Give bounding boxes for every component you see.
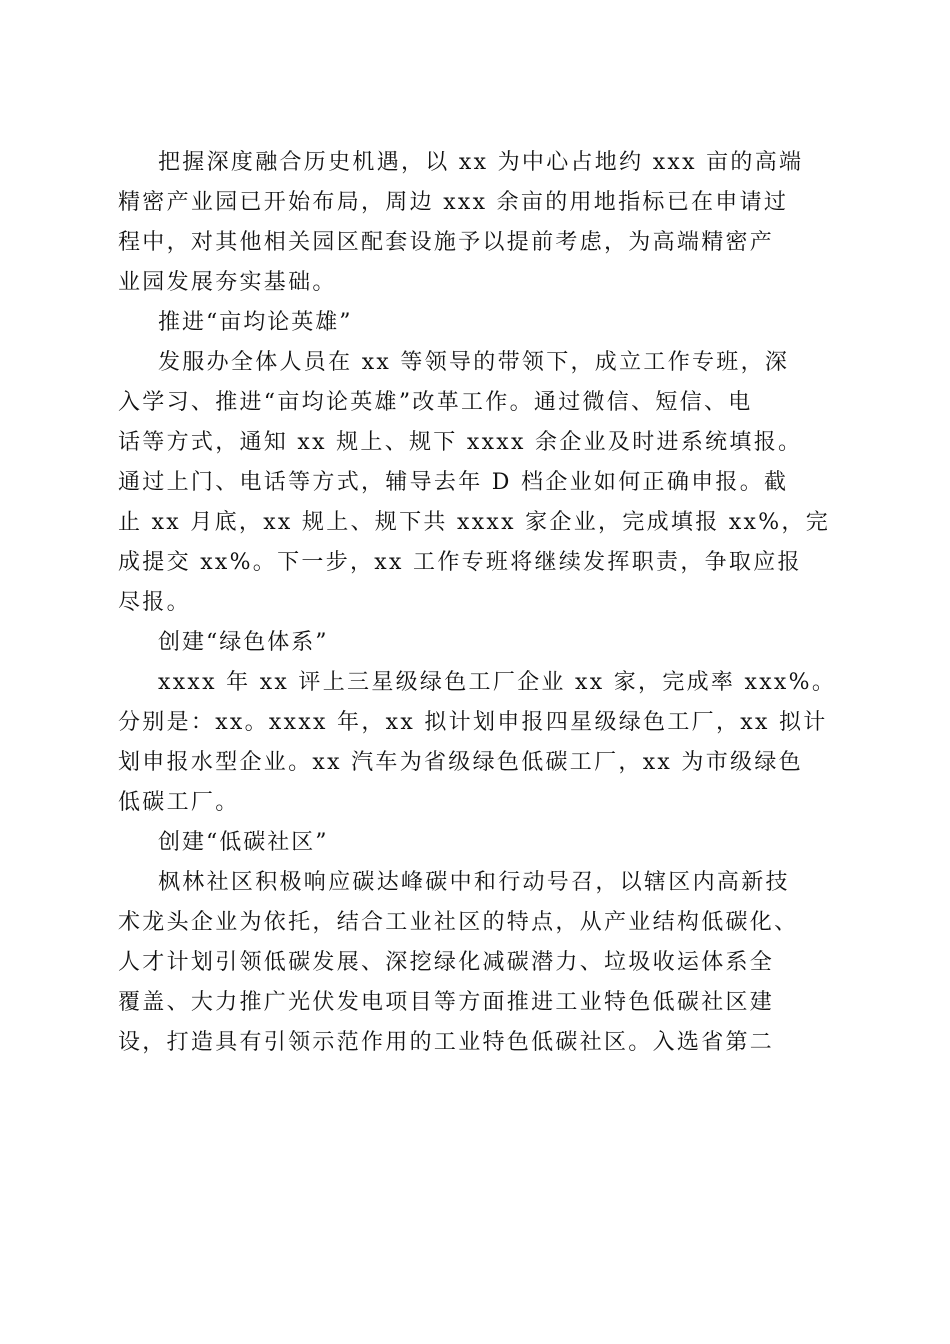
- paragraph-2-line-1: 发服办全体人员在 xx 等领导的带领下，成立工作专班，深: [158, 350, 790, 375]
- paragraph-4-line-3: 人才计划引领低碳发展、深挖绿化减碳潜力、垃圾收运体系全: [118, 950, 775, 975]
- document-page: [118, 143, 837, 1063]
- paragraph-2-line-6: 成提交 xx%。下一步，xx 工作专班将继续发挥职责，争取应报: [118, 550, 802, 575]
- paragraph-3-line-4: 低碳工厂。: [118, 790, 240, 815]
- section-heading-low-carbon-community: 创建“低碳社区”: [158, 830, 329, 855]
- paragraph-4-line-4: 覆盖、大力推广光伏发电项目等方面推进工业特色低碳社区建: [118, 990, 775, 1015]
- paragraph-1-line-2: 精密产业园已开始布局，周边 xxx 余亩的用地指标已在申请过: [118, 190, 789, 215]
- paragraph-1-line-1: 把握深度融合历史机遇，以 xx 为中心占地约 xxx 亩的高端: [158, 150, 804, 175]
- paragraph-2-line-2: 入学习、推进“亩均论英雄”改革工作。通过微信、短信、电: [118, 390, 753, 415]
- paragraph-3-line-1: xxxx 年 xx 评上三星级绿色工厂企业 xx 家，完成率 xxx%。: [158, 670, 837, 695]
- paragraph-2-line-7: 尽报。: [118, 590, 191, 615]
- paragraph-4-line-5: 设，打造具有引领示范作用的工业特色低碳社区。入选省第二: [118, 1030, 775, 1055]
- paragraph-4-line-1: 枫林社区积极响应碳达峰碳中和行动号召，以辖区内高新技: [158, 870, 790, 895]
- section-heading-mu-jun: 推进“亩均论英雄”: [158, 310, 353, 335]
- paragraph-3-line-2: 分别是：xx。xxxx 年，xx 拟计划申报四星级绿色工厂，xx 拟计: [118, 710, 828, 735]
- paragraph-1-line-3: 程中，对其他相关园区配套设施予以提前考虑，为高端精密产: [118, 230, 775, 255]
- paragraph-1-line-4: 业园发展夯实基础。: [118, 270, 337, 295]
- paragraph-2-line-5: 止 xx 月底，xx 规上、规下共 xxxx 家企业，完成填报 xx%，完: [118, 510, 831, 535]
- paragraph-2-line-4: 通过上门、电话等方式，辅导去年 D 档企业如何正确申报。截: [118, 470, 789, 495]
- paragraph-3-line-3: 划申报水型企业。xx 汽车为省级绿色低碳工厂，xx 为市级绿色: [118, 750, 803, 775]
- paragraph-2-line-3: 话等方式，通知 xx 规上、规下 xxxx 余企业及时进系统填报。: [118, 430, 803, 455]
- paragraph-4-line-2: 术龙头企业为依托，结合工业社区的特点，从产业结构低碳化、: [118, 910, 799, 935]
- section-heading-green-system: 创建“绿色体系”: [158, 630, 329, 655]
